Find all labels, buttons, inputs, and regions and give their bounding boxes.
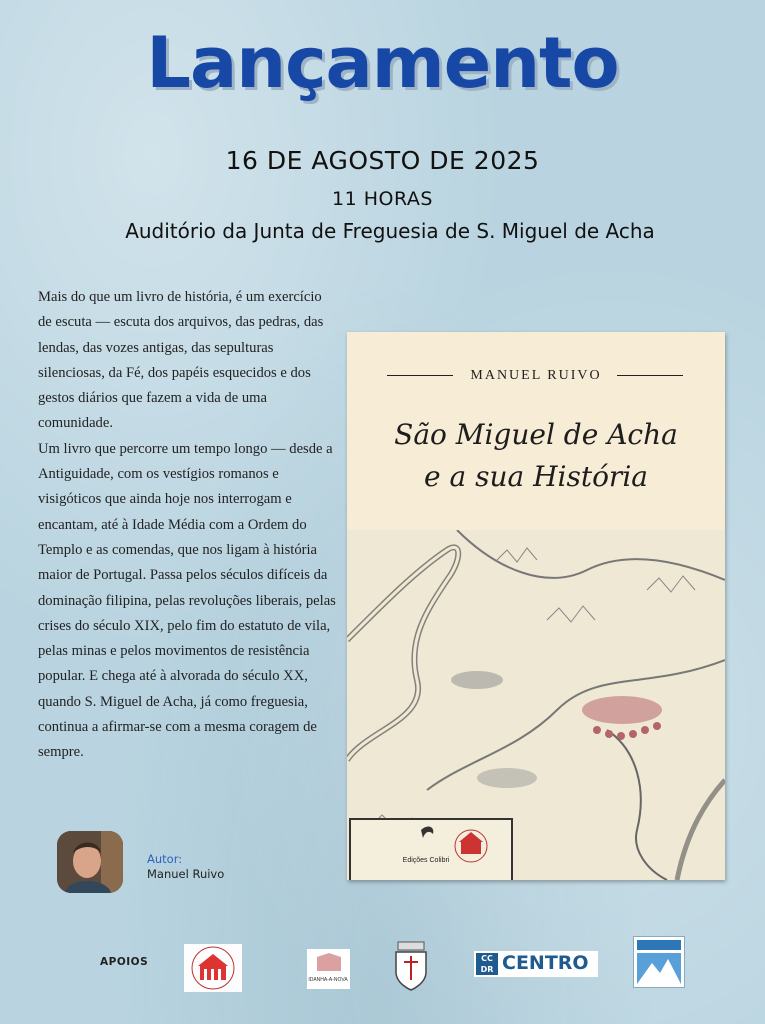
sponsor-coat-of-arms: [390, 940, 432, 994]
author-portrait: [57, 831, 123, 893]
association-logo-icon: [184, 944, 242, 992]
book-title-line-1: São Miguel de Acha: [394, 418, 678, 451]
centro-text: CENTRO: [502, 952, 589, 974]
event-venue: Auditório da Junta de Freguesia de S. Miguel de Acha: [125, 219, 655, 243]
publisher-logos: [351, 820, 511, 880]
book-cover: [347, 332, 725, 880]
village-gray: [451, 671, 537, 788]
right-arrow-ornament: [617, 375, 683, 376]
book-title: [347, 414, 725, 498]
book-title-line-2: e a sua História: [424, 460, 648, 493]
sponsor-ccdr-centro: [474, 951, 598, 977]
idanha-logo-icon: [307, 949, 350, 989]
sponsor-logo-association: [184, 944, 242, 992]
author-label: Autor:: [147, 852, 183, 866]
event-title: Lançamento: [146, 22, 619, 104]
author-name: Manuel Ruivo: [147, 867, 225, 881]
village-red: [582, 696, 662, 740]
book-author: MANUEL RUIVO: [470, 368, 602, 383]
publisher-box: [349, 818, 513, 880]
coat-of-arms-icon: [390, 940, 432, 994]
description-paragraph-2: Um livro que percorre um tempo longo — desde a Antiguidade, com os vestígios romanos e visigóticos que ainda hoje nos interrogam e encantam, até à Idade Média com a Ordem do Templo e as comendas, que nos ligam à história maior de Portugal. Passa pelos séculos difíceis da dominação filipina, pelas revoluções liberais, pelas crises do século XIX, pelo fim do estatuto de vila, pelas minas e pelos movimentos de resistência popular. E chega até à alvorada do século XX, quando S. Miguel de Acha, já como freguesia, continua a afirmar-se com a mesma coragem de sempre.: [38, 440, 336, 761]
mountain-logo-icon: [634, 937, 684, 987]
publisher-name: Edições Colibri: [402, 857, 450, 864]
sponsor-logo-idanha-nova-blue: [633, 936, 685, 988]
book-cover-header: [347, 332, 725, 530]
idanha-text: IDANHA-A-NOVA: [308, 977, 348, 983]
book-description: [38, 285, 338, 766]
event-date: 16 DE AGOSTO DE 2025: [225, 146, 540, 175]
sponsor-logo-idanha: [307, 949, 350, 989]
description-paragraph-1: Mais do que um livro de história, é um exercício de escuta — escuta dos arquivos, das pedras, das lendas, das vozes antigas, das sepulturas silenciosas, da Fé, dos papéis esquecidos e dos gestos diários que fazem a vida de uma comunidade.: [38, 289, 324, 432]
sponsors-label: APOIOS: [100, 956, 149, 968]
author-photo: [57, 831, 123, 893]
event-hour: 11 HORAS: [332, 188, 433, 210]
ccdr-badge: CC DR: [476, 953, 498, 975]
